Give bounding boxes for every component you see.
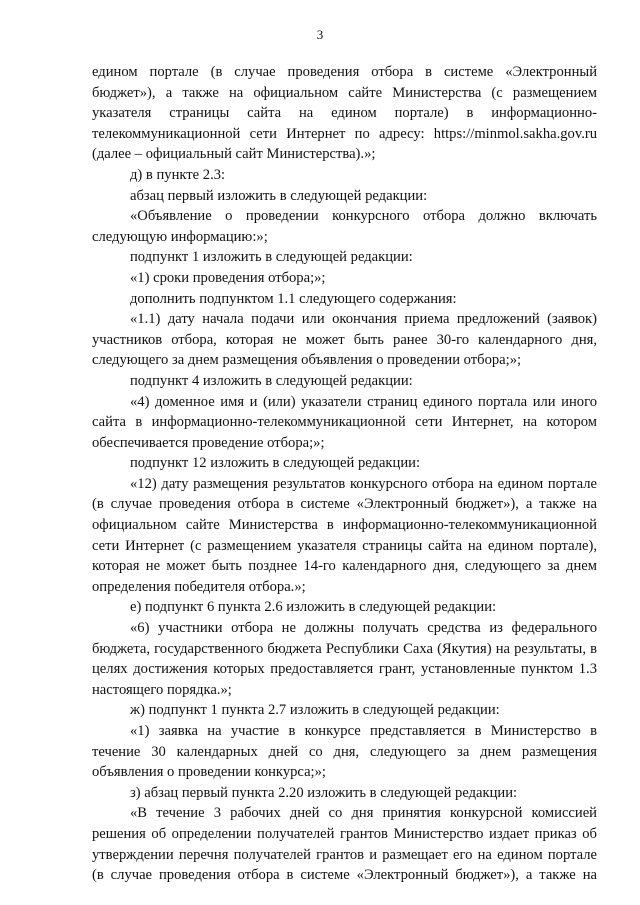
document-body (92, 62, 597, 886)
page-number: 3 (316, 27, 324, 42)
paragraph-item-zh: ж) подпункт 1 пункта 2.7 изложить в следующей редакции: (130, 702, 500, 719)
paragraph-item-d: д) в пункте 2.3: (130, 166, 226, 183)
paragraph-instruction: подпункт 1 изложить в следующей редакции: (130, 249, 413, 266)
paragraph-instruction: дополнить подпунктом 1.1 следующего содержания: (130, 290, 457, 307)
paragraph-quote: «1) сроки проведения отбора;»; (130, 269, 326, 286)
paragraph-instruction: подпункт 4 изложить в следующей редакции: (130, 372, 413, 389)
paragraph-quote: «12) дату размещения результатов конкурсного отбора на едином портале (в случае проведения отбора в системе «Электронный бюджет»), а также на официальном сайте Министерства в информационно-телекоммуникационной сети Интернет (с размещением указателя страницы сайта на едином портале), которая не может быть позднее 14-го календарного дня, следующего за днем определения победителя отбора.»; (92, 475, 597, 595)
paragraph-instruction: абзац первый изложить в следующей редакции: (130, 187, 428, 204)
paragraph-quote: «4) доменное имя и (или) указатели страниц единого портала или иного сайта в информационно-телекоммуникационной сети Интернет, на котором обеспечивается проведение отбора;»; (92, 393, 597, 451)
paragraph-quote: «6) участники отбора не должны получать средства из федерального бюджета, государственного бюджета Республики Саха (Якутия) на результаты, в целях достижения которых предоставляется грант, установленные пунктом 1.3 настоящего порядка.»; (92, 620, 597, 698)
paragraph-quote: «1) заявка на участие в конкурсе представляется в Министерство в течение 30 календарных дней со дня, следующего за днем размещения объявления о проведении конкурса;»; (92, 723, 597, 781)
paragraph-item-e: е) подпункт 6 пункта 2.6 изложить в следующей редакции: (130, 599, 497, 616)
paragraph-instruction: подпункт 12 изложить в следующей редакции: (130, 455, 421, 472)
paragraph-quote: «В течение 3 рабочих дней со дня принятия конкурсной комиссией решения об определении получателей грантов Министерство издает приказ об утверждении перечня получателей грантов и размещает его на едином портале (в случае проведения отбора в системе «Электронный бюджет»), а также на (92, 805, 597, 884)
paragraph-item-z: з) абзац первый пункта 2.20 изложить в следующей редакции: (130, 784, 518, 801)
paragraph-quote: «Объявление о проведении конкурсного отбора должно включать следующую информацию:»; (92, 208, 597, 245)
paragraph-continuation: едином портале (в случае проведения отбора в системе «Электронный бюджет»), а также на официальном сайте Министерства (с размещением указателя страницы сайта на едином портале) в информационно-телекоммуникационной сети Интернет по адресу: https://minmol.sakha.gov.ru (далее – официальный сайт Министерства).»; (92, 64, 597, 163)
paragraph-quote: «1.1) дату начала подачи или окончания приема предложений (заявок) участников отбора, которая не может быть ранее 30-го календарного дня, следующего за днем размещения объявления о проведении отбора;»; (92, 311, 597, 369)
